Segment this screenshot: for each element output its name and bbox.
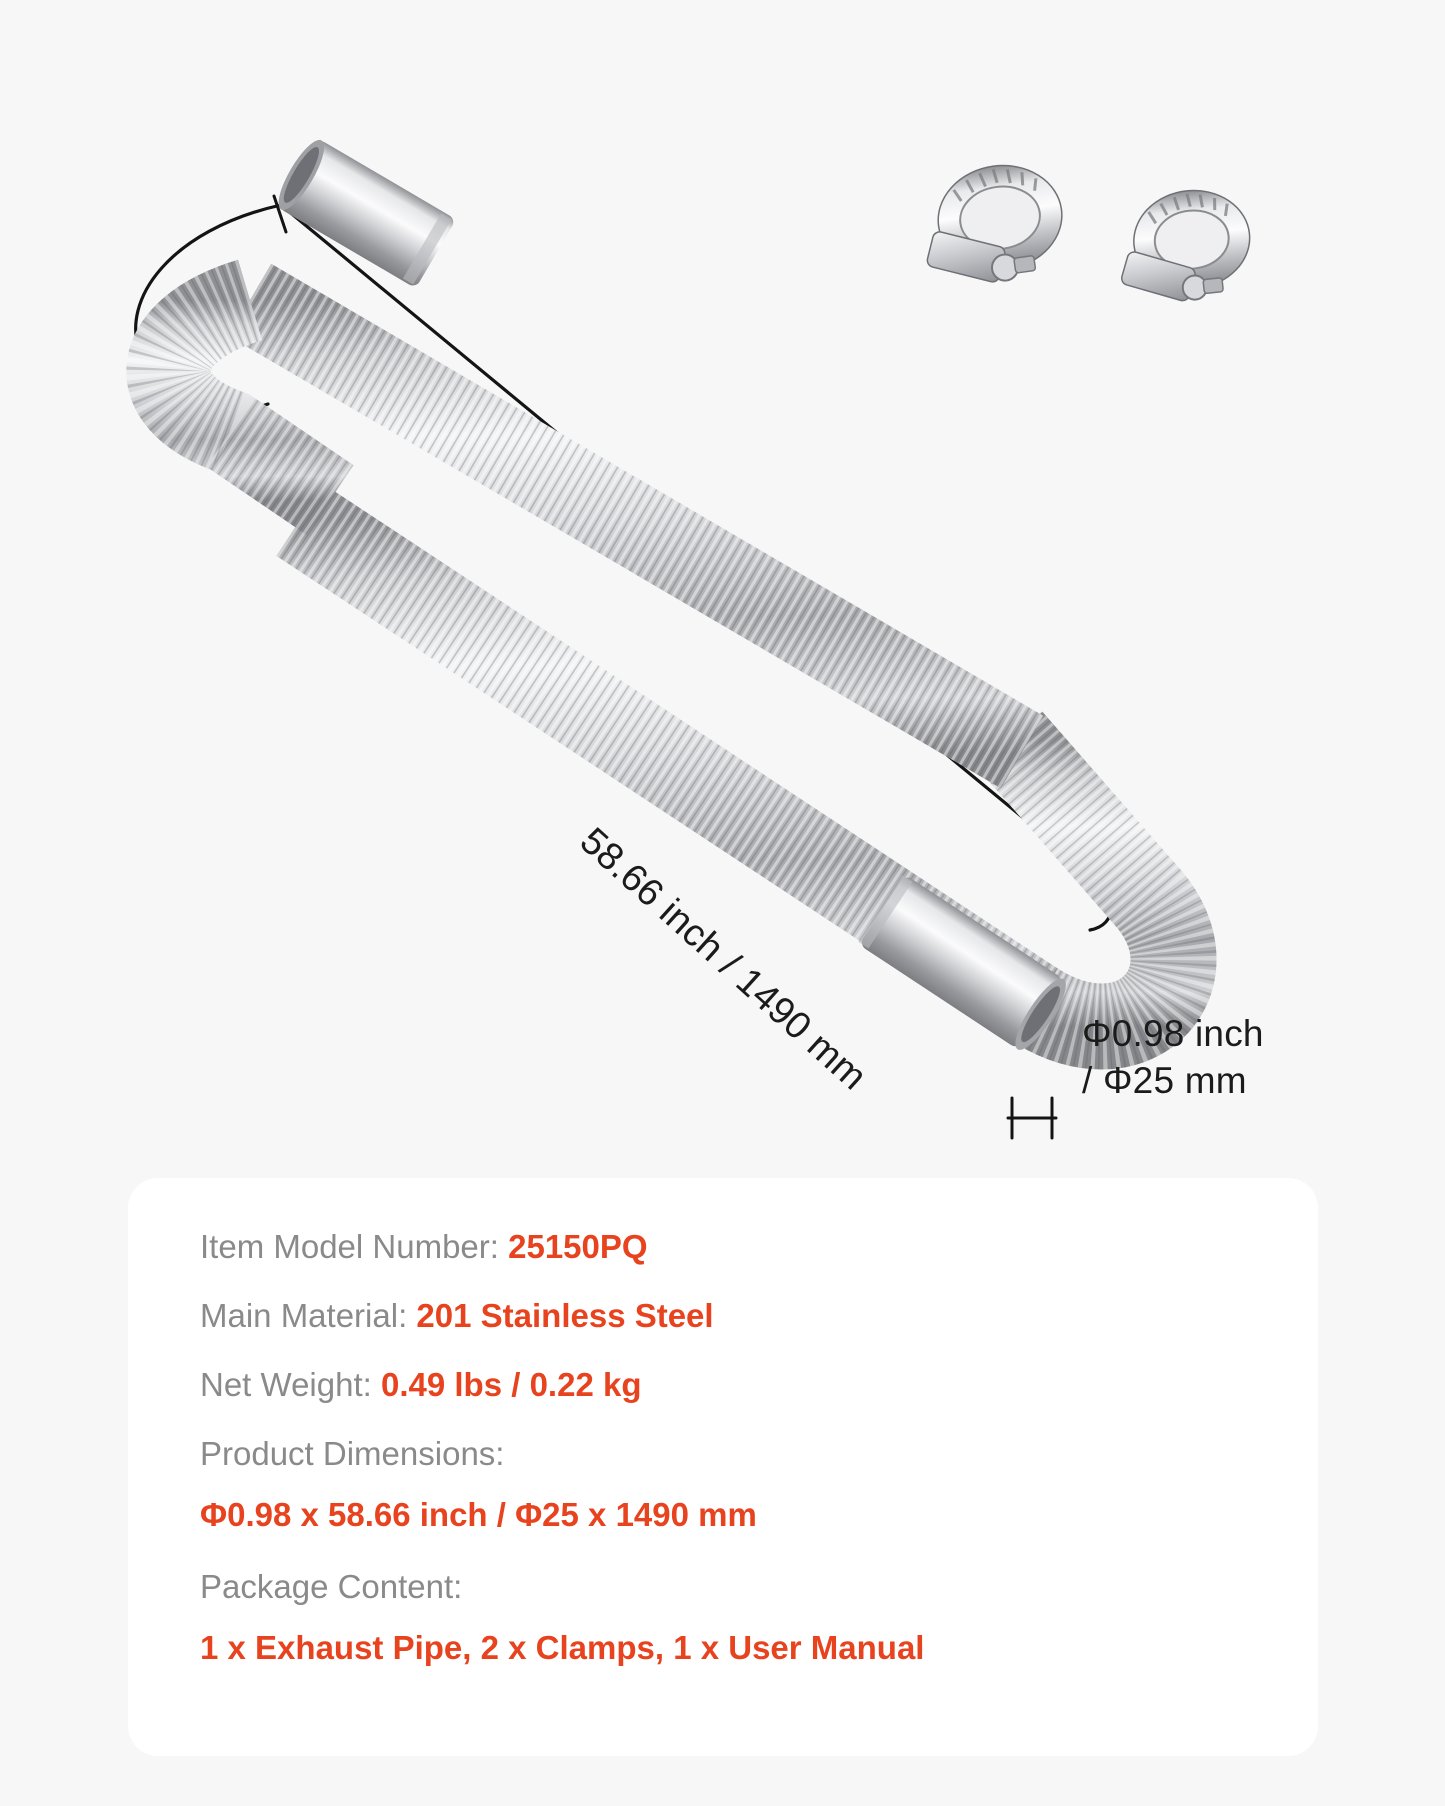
spec-label-package: Package Content: [200,1568,463,1605]
spec-label-model: Item Model Number: [200,1228,499,1265]
hose-clamp-1 [914,158,1071,293]
spec-row-material [200,1299,1318,1332]
spec-label-material: Main Material: [200,1297,408,1334]
spec-value-weight: 0.49 lbs / 0.22 kg [380,1366,642,1403]
spec-value-model: 25150PQ [508,1228,648,1265]
diameter-dimension-line2: / Φ25 mm [1082,1060,1247,1102]
spec-value-package: 1 x Exhaust Pipe, 2 x Clamps, 1 x User Manual [200,1629,925,1666]
diameter-dimension-label [1082,1010,1264,1105]
spec-label-weight: Net Weight: [200,1366,372,1403]
spec-value-dimensions: Φ0.98 x 58.66 inch / Φ25 x 1490 mm [200,1496,757,1533]
spec-label-dimensions: Product Dimensions: [200,1435,505,1472]
length-dimension-label: 58.66 inch / 1490 mm [571,820,875,1099]
hose-clamp-2 [1111,185,1256,309]
diameter-dimension-line1: Φ0.98 inch [1082,1013,1264,1054]
spec-value-material: 201 Stainless Steel [416,1297,714,1334]
spec-row-model [200,1230,1318,1263]
spec-row-weight [200,1368,1318,1401]
spec-row-package-label [200,1570,1318,1603]
spec-row-dimensions-label [200,1437,1318,1470]
specification-card [128,1178,1318,1756]
hose-end-cuff-bottom [857,873,1074,1055]
hose-end-cuff-top [271,134,456,288]
